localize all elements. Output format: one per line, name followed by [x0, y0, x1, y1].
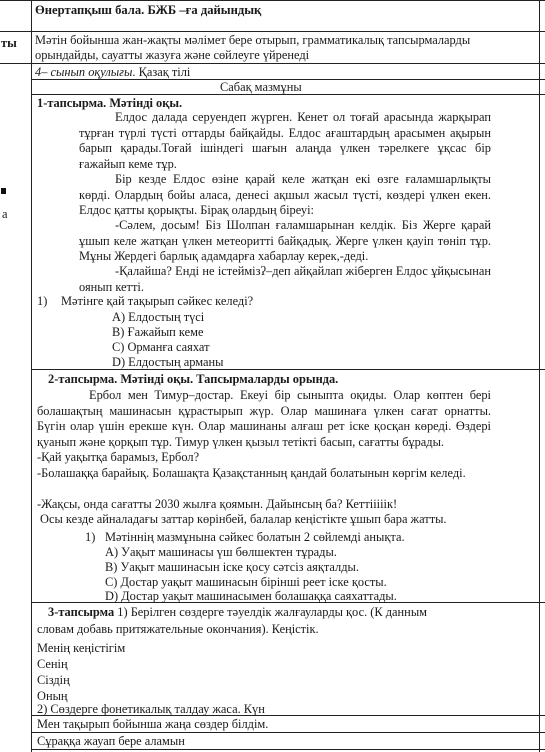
- content-header: Сабақ мазмұны: [220, 80, 302, 94]
- row-divider: [31, 749, 545, 750]
- reflection-line: Мен тақырып бойынша жаңа сөздер білдім.: [37, 717, 269, 731]
- task1-option-a: A) Елдостың түсі: [112, 310, 205, 324]
- column-divider: [31, 0, 32, 752]
- lesson-goal: Мәтін бойынша жан-жақты мәлімет бере отырып, грамматикалық тапсырмаларды орындайды, сауатты жазуға және сөйлеуге үйренеді: [35, 33, 471, 62]
- task2-option-a: A) Уақыт машинасы үш бөлшектен тұрады.: [105, 545, 337, 559]
- task1-option-b: B) Ғажайып кеме: [112, 325, 204, 339]
- row-divider: [31, 369, 545, 370]
- task2-dialogue-line: -Қай уақытқа барамыз, Ербол?: [37, 450, 200, 464]
- task2-title: 2-тапсырма. Мәтінді оқы. Тапсырмаларды орында.: [48, 372, 339, 386]
- textbook-source: [35, 65, 190, 80]
- task1-paragraph: Бір кезде Елдос өзіне қарай келе жатқан екі өзге ғаламшарлықты көрді. Олардың бойы аласа, денесі ақшыл жасыл түсті, көздері үлкен екен. Елдос қатты қорықты. Бірақ олардың біреуі:: [79, 172, 491, 218]
- task1-option-d: D) Елдостың арманы: [112, 355, 224, 369]
- task2-question-number: 1): [85, 530, 96, 544]
- task2-dialogue-line: -Жақсы, онда сағатты 2030 жылға қоямын. Дайынсың ба? Кеттііііік!: [37, 497, 398, 511]
- task2-option-c: C) Достар уақыт машинасын бірінші реет іске қосты.: [105, 575, 387, 589]
- task2-option-b: B) Уақыт машинасын іске қосу сәтсіз аяқталды.: [105, 560, 359, 574]
- task1-paragraph: -Сәлем, досым! Біз Шолпан ғаламшарынан келдік. Біз Жерге қарай ұшып келе жатқан үлкен метеоритті байқадық. Жерге үлкен қауіп төніп тұр. Мұны Жердегі барлық адамдарға хабарлау керек,-деді.: [79, 218, 491, 264]
- task1-paragraph: -Қалайша? Енді не істеймізʔ–деп айқайлап жіберген Елдос ұйқысынан оянып кетті.: [79, 264, 491, 294]
- row-divider: [0, 63, 545, 64]
- textbook-name: 4– сынып оқулығы: [35, 65, 133, 79]
- left-column-label: ты: [1, 36, 17, 50]
- task3-title: 3-тапсырма: [48, 605, 115, 619]
- task3-instruction-a: 1) Берілген сөздерге тәуелдік жалғауларды қос. (К данным: [114, 605, 427, 619]
- task3-word: Сіздің: [37, 673, 70, 687]
- reflection-line: Сұраққа жауап бере аламын: [37, 734, 185, 748]
- task3-word: Менің кеңістігім: [37, 641, 126, 655]
- task3-item2: 2) Сөздерге фонетикалық талдау жаса. Күн: [37, 702, 265, 716]
- table-border-top: [0, 0, 545, 1]
- task1-paragraph: Елдос далада серуендеп жүрген. Кенет ол тоғай арасында жарқырап тұрған түрлі түсті оттарды байқайды. Елдос ағаштардың арасымен ақырын барып қарады.Тоғай ішіндегі шағын алаңда үлкен тәрелкеге ұқсас бір ғажайып кеме тұр.: [79, 110, 491, 171]
- task3-word: Сенің: [37, 657, 68, 671]
- left-column-mark: [1, 188, 6, 194]
- row-divider: [0, 31, 545, 32]
- left-column-label: а: [2, 207, 8, 221]
- task2-dialogue-line: -Болашаққа барайық. Болашақта Қазақстанның қандай болатынын көргім келеді.: [37, 466, 466, 480]
- textbook-subject: . Қазақ тілі: [132, 65, 191, 79]
- row-divider: [31, 732, 545, 733]
- task3-word: Оның: [37, 689, 68, 703]
- task2-option-d: D) Достар уақыт машинасымен болашаққа саяхаттады.: [105, 589, 397, 603]
- task3-instruction: [48, 605, 427, 620]
- task3-instruction-b: словам добавь притяжательные окончания). Кеңістік.: [37, 622, 319, 636]
- task1-option-c: C) Орманға саяхат: [112, 340, 210, 354]
- task1-question-number: 1): [37, 294, 48, 308]
- task2-closing-line: Осы кезде айналадағы заттар көрінбей, балалар кеңістікте ұшып бара жатты.: [40, 512, 447, 526]
- task2-question: Мәтіннің мазмұнына сәйкес болатын 2 сөйлемді анықта.: [105, 530, 405, 544]
- task1-title: 1-тапсырма. Мәтінді оқы.: [37, 96, 183, 110]
- page-title: Өнертапқыш бала. БЖБ –ға дайындық: [35, 3, 262, 17]
- task1-question: Мәтінге қай тақырып сәйкес келеді?: [61, 294, 254, 308]
- task2-paragraph: Ербол мен Тимур–достар. Екеуі бір сыныпта оқиды. Олар көптен бері болашақтың машинасын құрастырып жүр. Олар машинаға үлкен сағат орнатты. Бүгін олар үшін ерекше күн. Олар машинаны алғаш рет іске қосқан көреді. Өздері қуанып және қорқып тұр. Тимур үлкен қызыл тетікті басып, сағатты бұрады.: [37, 388, 491, 449]
- table-border-right: [539, 0, 540, 752]
